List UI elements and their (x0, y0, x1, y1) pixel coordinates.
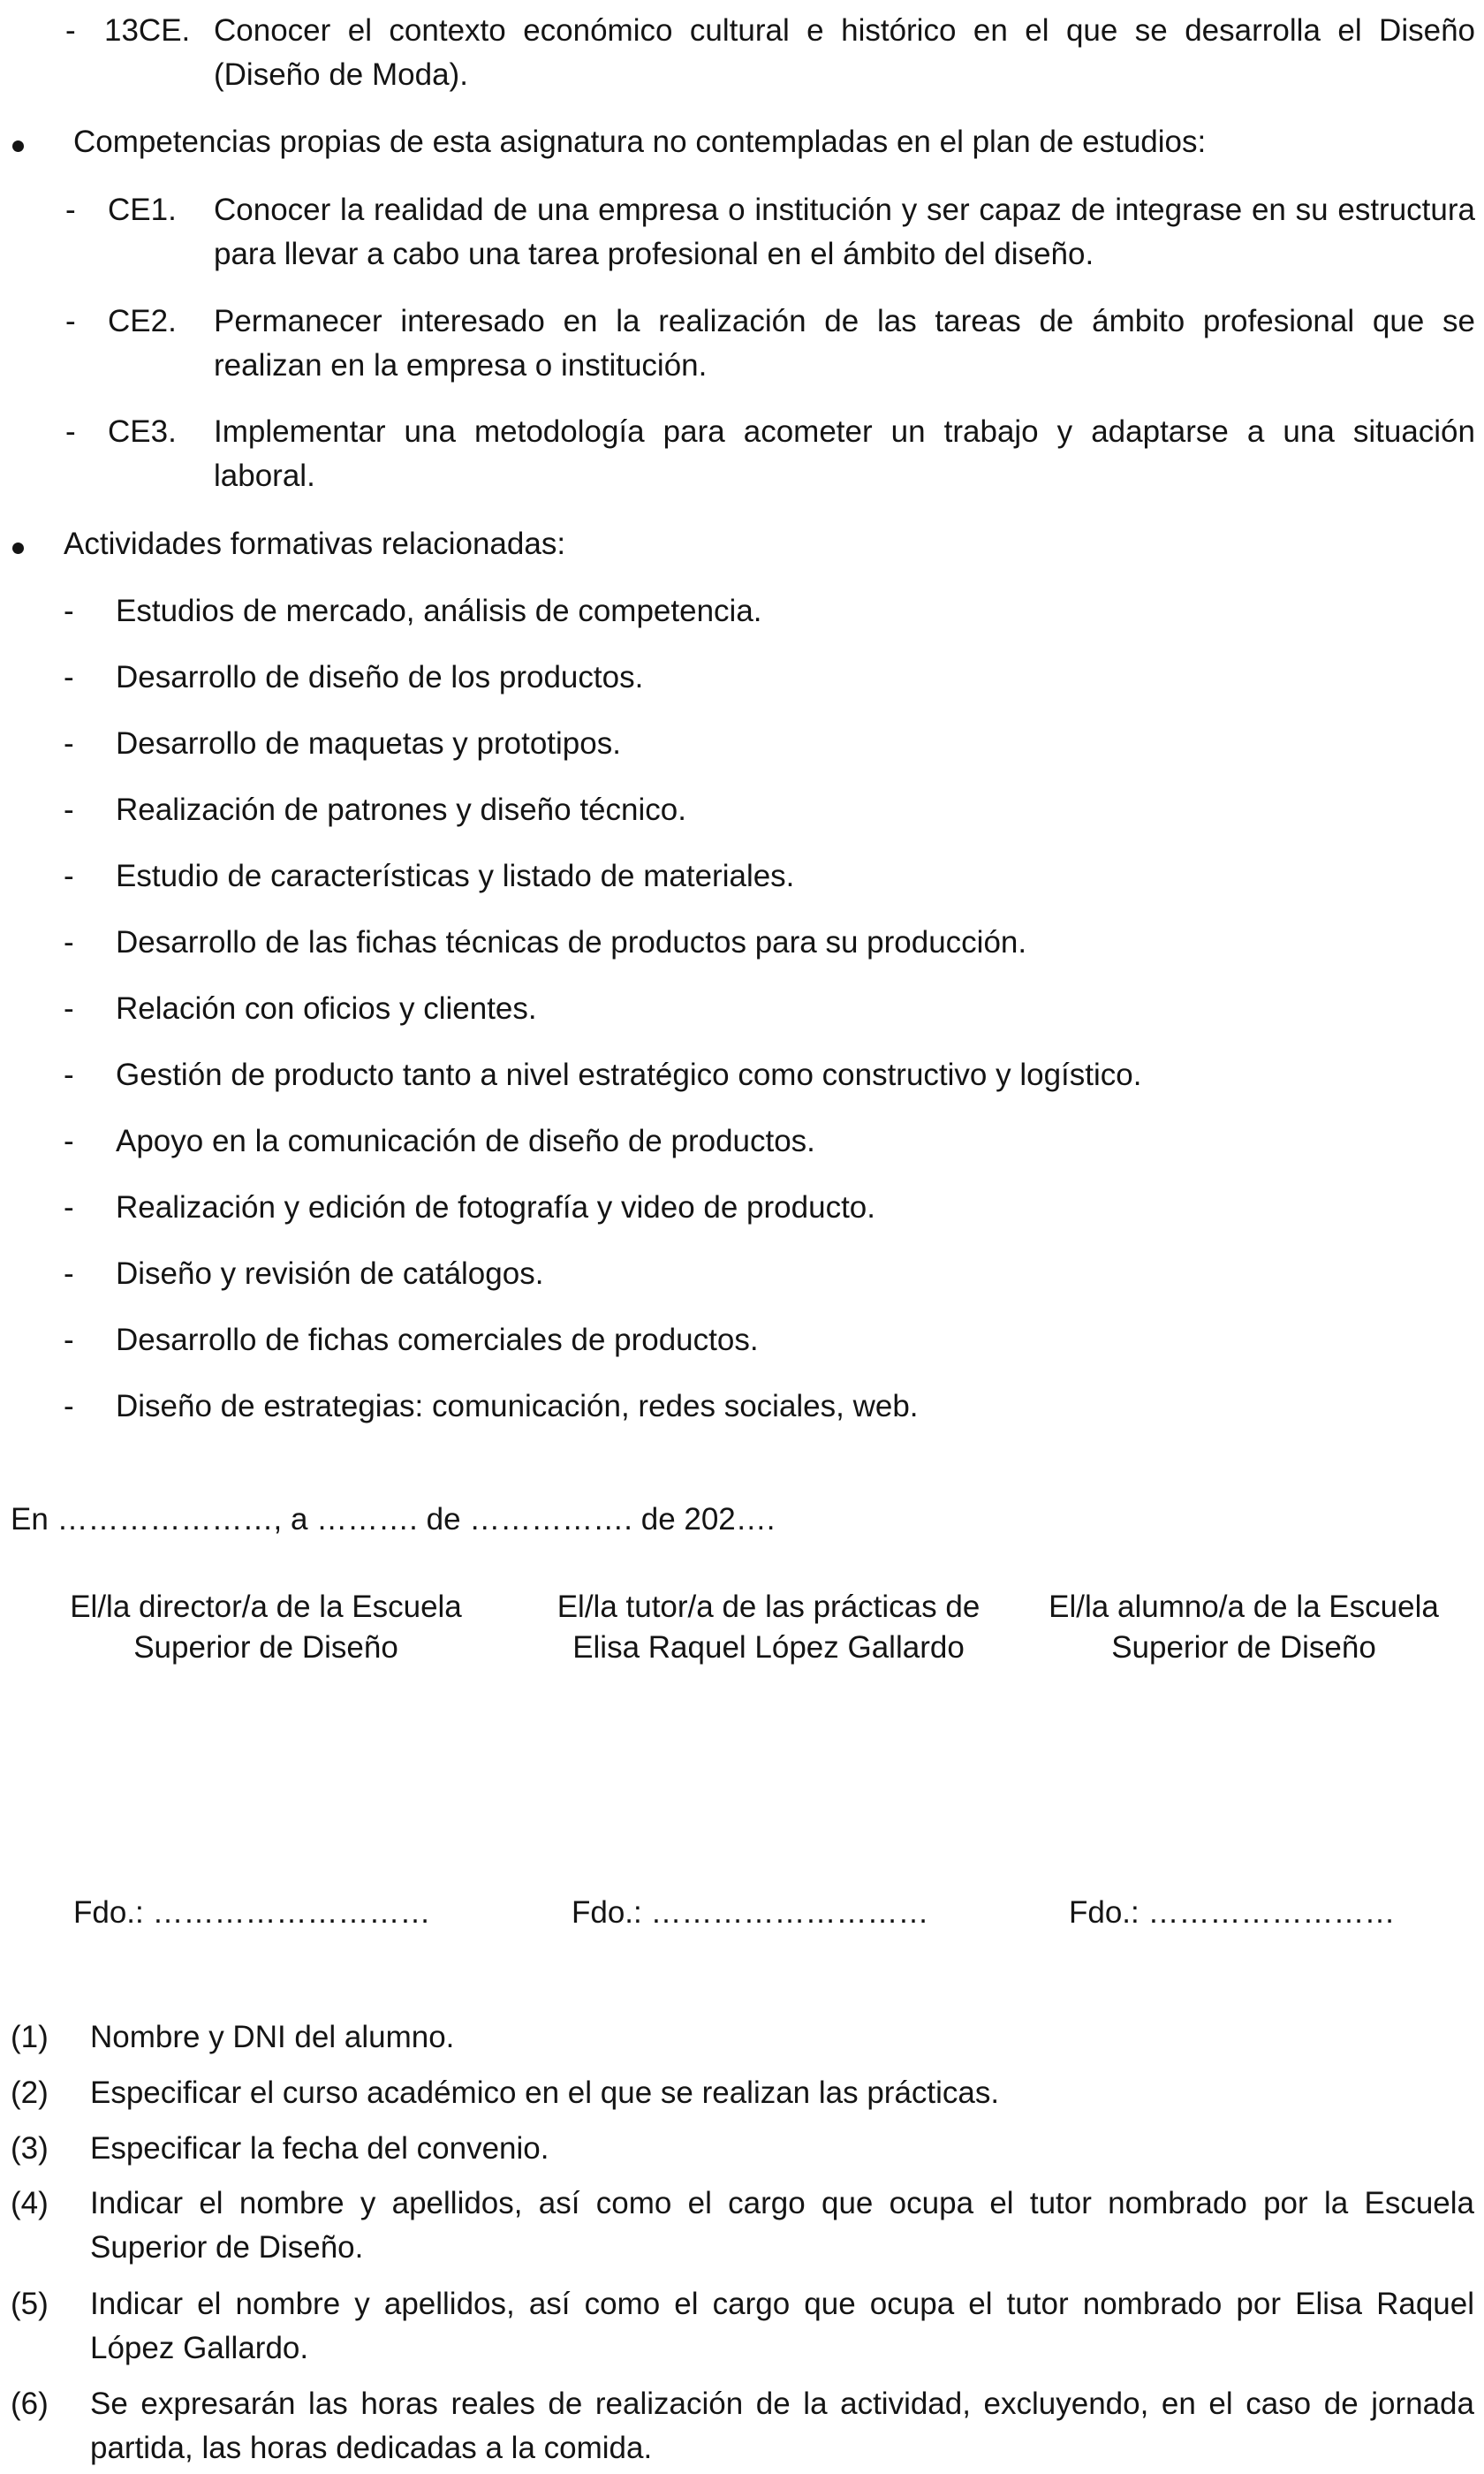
signature-role: El/la tutor/a de las prácticas de (556, 1590, 980, 1624)
competence-text: Conocer el contexto económico cultural e histórico en el que se desarrolla el Diseño (Diseño de Moda). (214, 13, 1475, 92)
competence-text: Permanecer interesado en la realización de las tareas de ámbito profesional que se realizan en la empresa o institución. (214, 304, 1475, 383)
signature-role: El/la alumno/a de la Escuela (1049, 1590, 1439, 1624)
footnote-text: Especificar la fecha del convenio. (90, 2131, 549, 2166)
list-dash: - (64, 1323, 74, 1357)
list-dash: - (64, 1389, 74, 1423)
competence-code: CE2. (108, 304, 177, 338)
activity-text: Desarrollo de diseño de los productos. (116, 660, 644, 694)
signature-block-director (19, 1587, 513, 1668)
competence-code: CE3. (108, 414, 177, 449)
competence-code: CE1. (108, 193, 177, 227)
competence-text: Conocer la realidad de una empresa o institución y ser capaz de integrase en su estructura para llevar a cabo una tarea profesional en el ámbito del diseño. (214, 193, 1475, 271)
signature-role: Superior de Diseño (1111, 1630, 1376, 1665)
footnote-text: Especificar el curso académico en el que se realizan las prácticas. (90, 2076, 1000, 2110)
activity-text: Estudios de mercado, análisis de competencia. (116, 594, 762, 628)
signature-fdo-tutor: Fdo.: ……………………… (572, 1895, 929, 1930)
signature-role: Elisa Raquel López Gallardo (572, 1630, 965, 1665)
footnote-text: Indicar el nombre y apellidos, así como el cargo que ocupa el tutor nombrado por Elisa Raquel López Gallardo. (90, 2287, 1474, 2365)
activity-text: Relación con oficios y clientes. (116, 991, 537, 1026)
competence-code: 13CE. (104, 13, 191, 48)
footnote-number: (3) (11, 2131, 49, 2166)
activity-text: Realización de patrones y diseño técnico. (116, 793, 686, 827)
signature-role: Superior de Diseño (133, 1630, 398, 1665)
list-dash: - (64, 660, 74, 694)
list-dash: - (65, 13, 76, 48)
list-dash: - (64, 1190, 74, 1225)
footnote-number: (1) (11, 2020, 49, 2054)
signature-fdo-director: Fdo.: ……………………… (73, 1895, 431, 1930)
list-dash: - (64, 859, 74, 893)
list-dash: - (64, 726, 74, 761)
footnote-number: (4) (11, 2186, 49, 2220)
signature-fdo-student: Fdo.: …………………… (1069, 1895, 1396, 1930)
section-heading-actividades: Actividades formativas relacionadas: (64, 527, 566, 561)
footnote-number: (2) (11, 2076, 49, 2110)
activity-text: Apoyo en la comunicación de diseño de productos. (116, 1124, 815, 1158)
footnote-text: Se expresarán las horas reales de realización de la actividad, excluyendo, en el caso de jornada partida, las horas dedicadas a la comida. (90, 2387, 1474, 2465)
activity-text: Diseño y revisión de catálogos. (116, 1256, 544, 1291)
list-dash: - (64, 991, 74, 1026)
list-dash: - (64, 793, 74, 827)
list-dash: - (65, 193, 76, 227)
footnote-number: (6) (11, 2387, 49, 2421)
footnote-text: Indicar el nombre y apellidos, así como el cargo que ocupa el tutor nombrado por la Escuela Superior de Diseño. (90, 2186, 1474, 2265)
list-dash: - (64, 925, 74, 960)
signature-block-student (996, 1587, 1484, 1668)
competence-text: Implementar una metodología para acometer un trabajo y adaptarse a una situación laboral. (214, 414, 1475, 493)
list-dash: - (64, 594, 74, 628)
activity-text: Realización y edición de fotografía y video de producto. (116, 1190, 875, 1225)
activity-text: Estudio de características y listado de materiales. (116, 859, 795, 893)
list-dash: - (64, 1256, 74, 1291)
bullet-icon (12, 543, 24, 554)
activity-text: Desarrollo de maquetas y prototipos. (116, 726, 621, 761)
activity-text: Diseño de estrategias: comunicación, redes sociales, web. (116, 1389, 919, 1423)
footnote-text: Nombre y DNI del alumno. (90, 2020, 455, 2054)
signature-block-tutor (521, 1587, 1016, 1668)
list-dash: - (65, 304, 76, 338)
list-dash: - (64, 1058, 74, 1092)
footnote-number: (5) (11, 2287, 49, 2321)
signature-role: El/la director/a de la Escuela (70, 1590, 462, 1624)
activity-text: Desarrollo de las fichas técnicas de productos para su producción. (116, 925, 1027, 960)
place-date-line: En …………………, a ………. de ……………. de 202…. (11, 1502, 776, 1537)
activity-text: Desarrollo de fichas comerciales de productos. (116, 1323, 759, 1357)
list-dash: - (65, 414, 76, 449)
activity-text: Gestión de producto tanto a nivel estratégico como constructivo y logístico. (116, 1058, 1142, 1092)
list-dash: - (64, 1124, 74, 1158)
bullet-icon (12, 140, 24, 152)
section-heading-competencias: Competencias propias de esta asignatura no contempladas en el plan de estudios: (73, 125, 1207, 159)
